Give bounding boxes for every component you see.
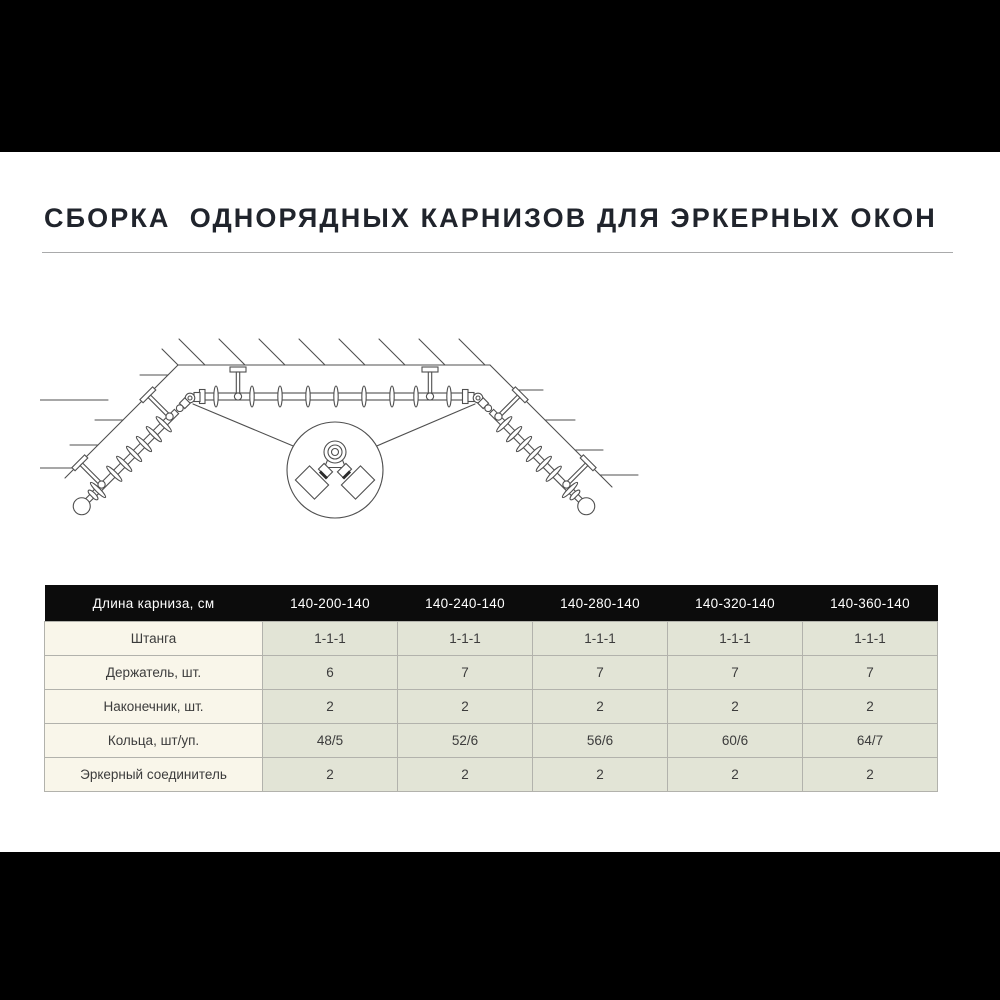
- row-label: Кольца, шт/уп.: [45, 724, 263, 758]
- table-row: [45, 656, 938, 690]
- table-cell: 2: [533, 758, 668, 792]
- column-header: 140-280-140: [533, 585, 668, 622]
- spec-table: [44, 585, 938, 792]
- table-cell: 7: [803, 656, 938, 690]
- table-row: [45, 758, 938, 792]
- corner-connector-left: [176, 390, 205, 412]
- row-label: Наконечник, шт.: [45, 690, 263, 724]
- table-cell: 64/7: [803, 724, 938, 758]
- table-cell: 1-1-1: [533, 622, 668, 656]
- table-cell: 2: [803, 758, 938, 792]
- row-label: Эркерный соединитель: [45, 758, 263, 792]
- table-cell: 60/6: [668, 724, 803, 758]
- center-rod: [205, 386, 463, 407]
- table-cell: 1-1-1: [263, 622, 398, 656]
- row-label: Штанга: [45, 622, 263, 656]
- table-cell: 7: [668, 656, 803, 690]
- column-header: 140-200-140: [263, 585, 398, 622]
- table-cell: 2: [533, 690, 668, 724]
- table-row: [45, 690, 938, 724]
- title-divider: [42, 252, 953, 253]
- table-cell: 48/5: [263, 724, 398, 758]
- table-cell: 56/6: [533, 724, 668, 758]
- table-cell: 52/6: [398, 724, 533, 758]
- right-bay-rod: [484, 404, 600, 520]
- table-row: [45, 622, 938, 656]
- table-cell: 2: [803, 690, 938, 724]
- bay-window-cornice-diagram: [40, 330, 640, 530]
- table-cell: 1-1-1: [803, 622, 938, 656]
- table-body: [45, 622, 938, 792]
- row-label: Держатель, шт.: [45, 656, 263, 690]
- table-cell: 1-1-1: [668, 622, 803, 656]
- table-cell: 7: [533, 656, 668, 690]
- table-cell: 2: [668, 690, 803, 724]
- column-header: 140-360-140: [803, 585, 938, 622]
- table-cell: 2: [263, 758, 398, 792]
- table-row: [45, 724, 938, 758]
- table-cell: 6: [263, 656, 398, 690]
- table-cell: 2: [398, 690, 533, 724]
- table-cell: 1-1-1: [398, 622, 533, 656]
- column-header: 140-240-140: [398, 585, 533, 622]
- table-header-row: [45, 585, 938, 622]
- table-cell: 2: [398, 758, 533, 792]
- corner-connector-right: [463, 390, 492, 412]
- connector-detail-view: [287, 422, 383, 518]
- left-bay-rod: [68, 404, 184, 520]
- page-title: СБОРКА ОДНОРЯДНЫХ КАРНИЗОВ ДЛЯ ЭРКЕРНЫХ ОКОН: [44, 203, 937, 233]
- column-header: 140-320-140: [668, 585, 803, 622]
- letterbox-bottom: [0, 852, 1000, 1000]
- table-cell: 2: [668, 758, 803, 792]
- column-header-label: Длина карниза, см: [45, 585, 263, 622]
- letterbox-top: [0, 0, 1000, 152]
- table-cell: 2: [263, 690, 398, 724]
- table-cell: 7: [398, 656, 533, 690]
